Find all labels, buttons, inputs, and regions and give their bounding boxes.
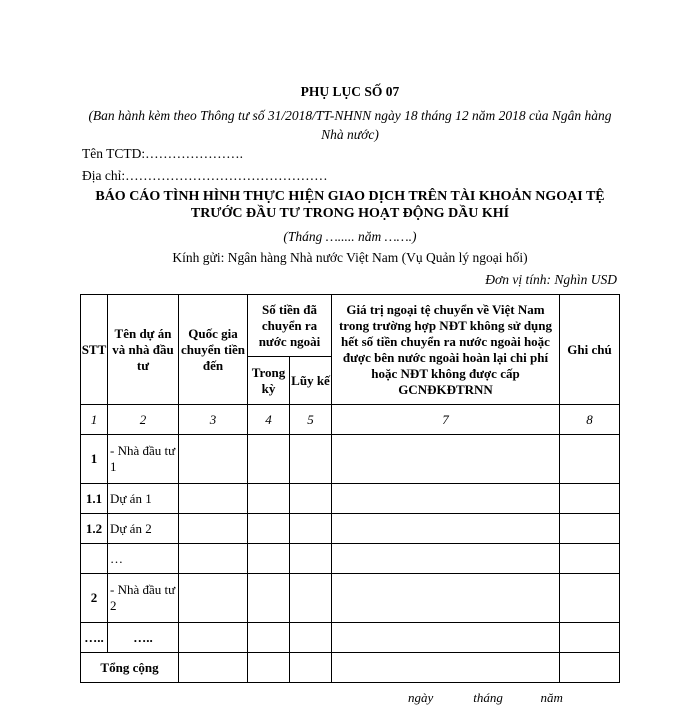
table-row bbox=[81, 623, 620, 653]
header-stt: STT bbox=[81, 295, 108, 405]
row-name: ….. bbox=[108, 623, 179, 653]
table-row bbox=[81, 574, 620, 623]
header-repatriated-value: Giá trị ngoại tệ chuyển về Việt Nam trong trường hợp NĐT không sử dụng hết số tiền chuyển ra nước ngoài hoặc được bên nước ngoài hoàn lại chi phí hoặc NĐT không được cấp GCNĐKĐTRNN bbox=[332, 295, 560, 405]
row-stt: 1.1 bbox=[81, 484, 108, 514]
header-transferred: Số tiền đã chuyển ra nước ngoài bbox=[248, 295, 332, 357]
empty-cell bbox=[560, 514, 620, 544]
header-investor-project: Tên dự án và nhà đầu tư bbox=[108, 295, 179, 405]
empty-cell bbox=[179, 544, 248, 574]
row-name: Dự án 2 bbox=[108, 514, 179, 544]
empty-cell bbox=[248, 544, 290, 574]
row-name: … bbox=[108, 544, 179, 574]
column-number: 2 bbox=[108, 405, 179, 435]
column-number-row bbox=[81, 405, 620, 435]
empty-cell bbox=[332, 574, 560, 623]
empty-cell bbox=[248, 574, 290, 623]
report-title-line1: BÁO CÁO TÌNH HÌNH THỰC HIỆN GIAO DỊCH TRÊN TÀI KHOẢN NGOẠI TỆ bbox=[95, 189, 605, 204]
empty-cell bbox=[290, 484, 332, 514]
report-table bbox=[80, 294, 620, 683]
footer-month: tháng bbox=[473, 690, 503, 705]
total-label: Tổng cộng bbox=[81, 653, 179, 683]
empty-cell bbox=[290, 544, 332, 574]
row-stt: 1.2 bbox=[81, 514, 108, 544]
recipient-line: Kính gửi: Ngân hàng Nhà nước Việt Nam (Vụ Quản lý ngoại hối) bbox=[172, 250, 528, 265]
empty-cell bbox=[332, 623, 560, 653]
empty-cell bbox=[332, 484, 560, 514]
empty-cell bbox=[560, 653, 620, 683]
column-number: 5 bbox=[290, 405, 332, 435]
empty-cell bbox=[332, 544, 560, 574]
empty-cell bbox=[248, 623, 290, 653]
row-stt: 2 bbox=[81, 574, 108, 623]
column-number: 4 bbox=[248, 405, 290, 435]
empty-cell bbox=[248, 484, 290, 514]
empty-cell bbox=[179, 574, 248, 623]
empty-cell bbox=[332, 435, 560, 484]
table-row bbox=[81, 484, 620, 514]
empty-cell bbox=[179, 484, 248, 514]
empty-cell bbox=[560, 544, 620, 574]
unit-line: Đơn vị tính: Nghìn USD bbox=[485, 272, 617, 287]
empty-cell bbox=[560, 484, 620, 514]
total-row bbox=[81, 653, 620, 683]
empty-cell bbox=[290, 574, 332, 623]
empty-cell bbox=[179, 435, 248, 484]
footer-day: ngày bbox=[408, 690, 434, 705]
row-name: Dự án 1 bbox=[108, 484, 179, 514]
row-stt bbox=[81, 544, 108, 574]
row-name: - Nhà đầu tư 1 bbox=[108, 435, 179, 484]
report-title-line2: TRƯỚC ĐẦU TƯ TRONG HOẠT ĐỘNG DẦU KHÍ bbox=[190, 206, 510, 221]
header-country: Quốc gia chuyển tiền đến bbox=[179, 295, 248, 405]
table-row bbox=[81, 435, 620, 484]
table-row bbox=[81, 514, 620, 544]
appendix-title: PHỤ LỤC SỐ 07 bbox=[300, 84, 400, 99]
row-name: - Nhà đầu tư 2 bbox=[108, 574, 179, 623]
period-line: (Tháng …..... năm …….) bbox=[283, 229, 417, 244]
header-notes: Ghi chú bbox=[560, 295, 620, 405]
footer-date-line bbox=[408, 690, 608, 706]
empty-cell bbox=[179, 514, 248, 544]
footer-year: năm bbox=[540, 690, 563, 705]
table-row bbox=[81, 544, 620, 574]
empty-cell bbox=[248, 514, 290, 544]
empty-cell bbox=[560, 574, 620, 623]
empty-cell bbox=[248, 435, 290, 484]
column-number: 8 bbox=[560, 405, 620, 435]
empty-cell bbox=[290, 653, 332, 683]
report-title bbox=[80, 188, 620, 222]
empty-cell bbox=[248, 653, 290, 683]
empty-cell bbox=[179, 653, 248, 683]
column-number: 7 bbox=[332, 405, 560, 435]
row-stt: 1 bbox=[81, 435, 108, 484]
address-line: Địa chỉ:……………………………………… bbox=[82, 168, 328, 183]
empty-cell bbox=[332, 514, 560, 544]
empty-cell bbox=[560, 623, 620, 653]
header-cumulative: Lũy kế bbox=[290, 357, 332, 405]
legal-basis: (Ban hành kèm theo Thông tư số 31/2018/TT-NHNN ngày 18 tháng 12 năm 2018 của Ngân hàng Nhà nước) bbox=[88, 108, 612, 142]
row-stt: ….. bbox=[81, 623, 108, 653]
header-in-period: Trong kỳ bbox=[248, 357, 290, 405]
empty-cell bbox=[290, 435, 332, 484]
empty-cell bbox=[290, 514, 332, 544]
column-number: 1 bbox=[81, 405, 108, 435]
empty-cell bbox=[179, 623, 248, 653]
empty-cell bbox=[332, 653, 560, 683]
empty-cell bbox=[290, 623, 332, 653]
column-number: 3 bbox=[179, 405, 248, 435]
empty-cell bbox=[560, 435, 620, 484]
org-name-line: Tên TCTD:…………………. bbox=[82, 146, 243, 161]
